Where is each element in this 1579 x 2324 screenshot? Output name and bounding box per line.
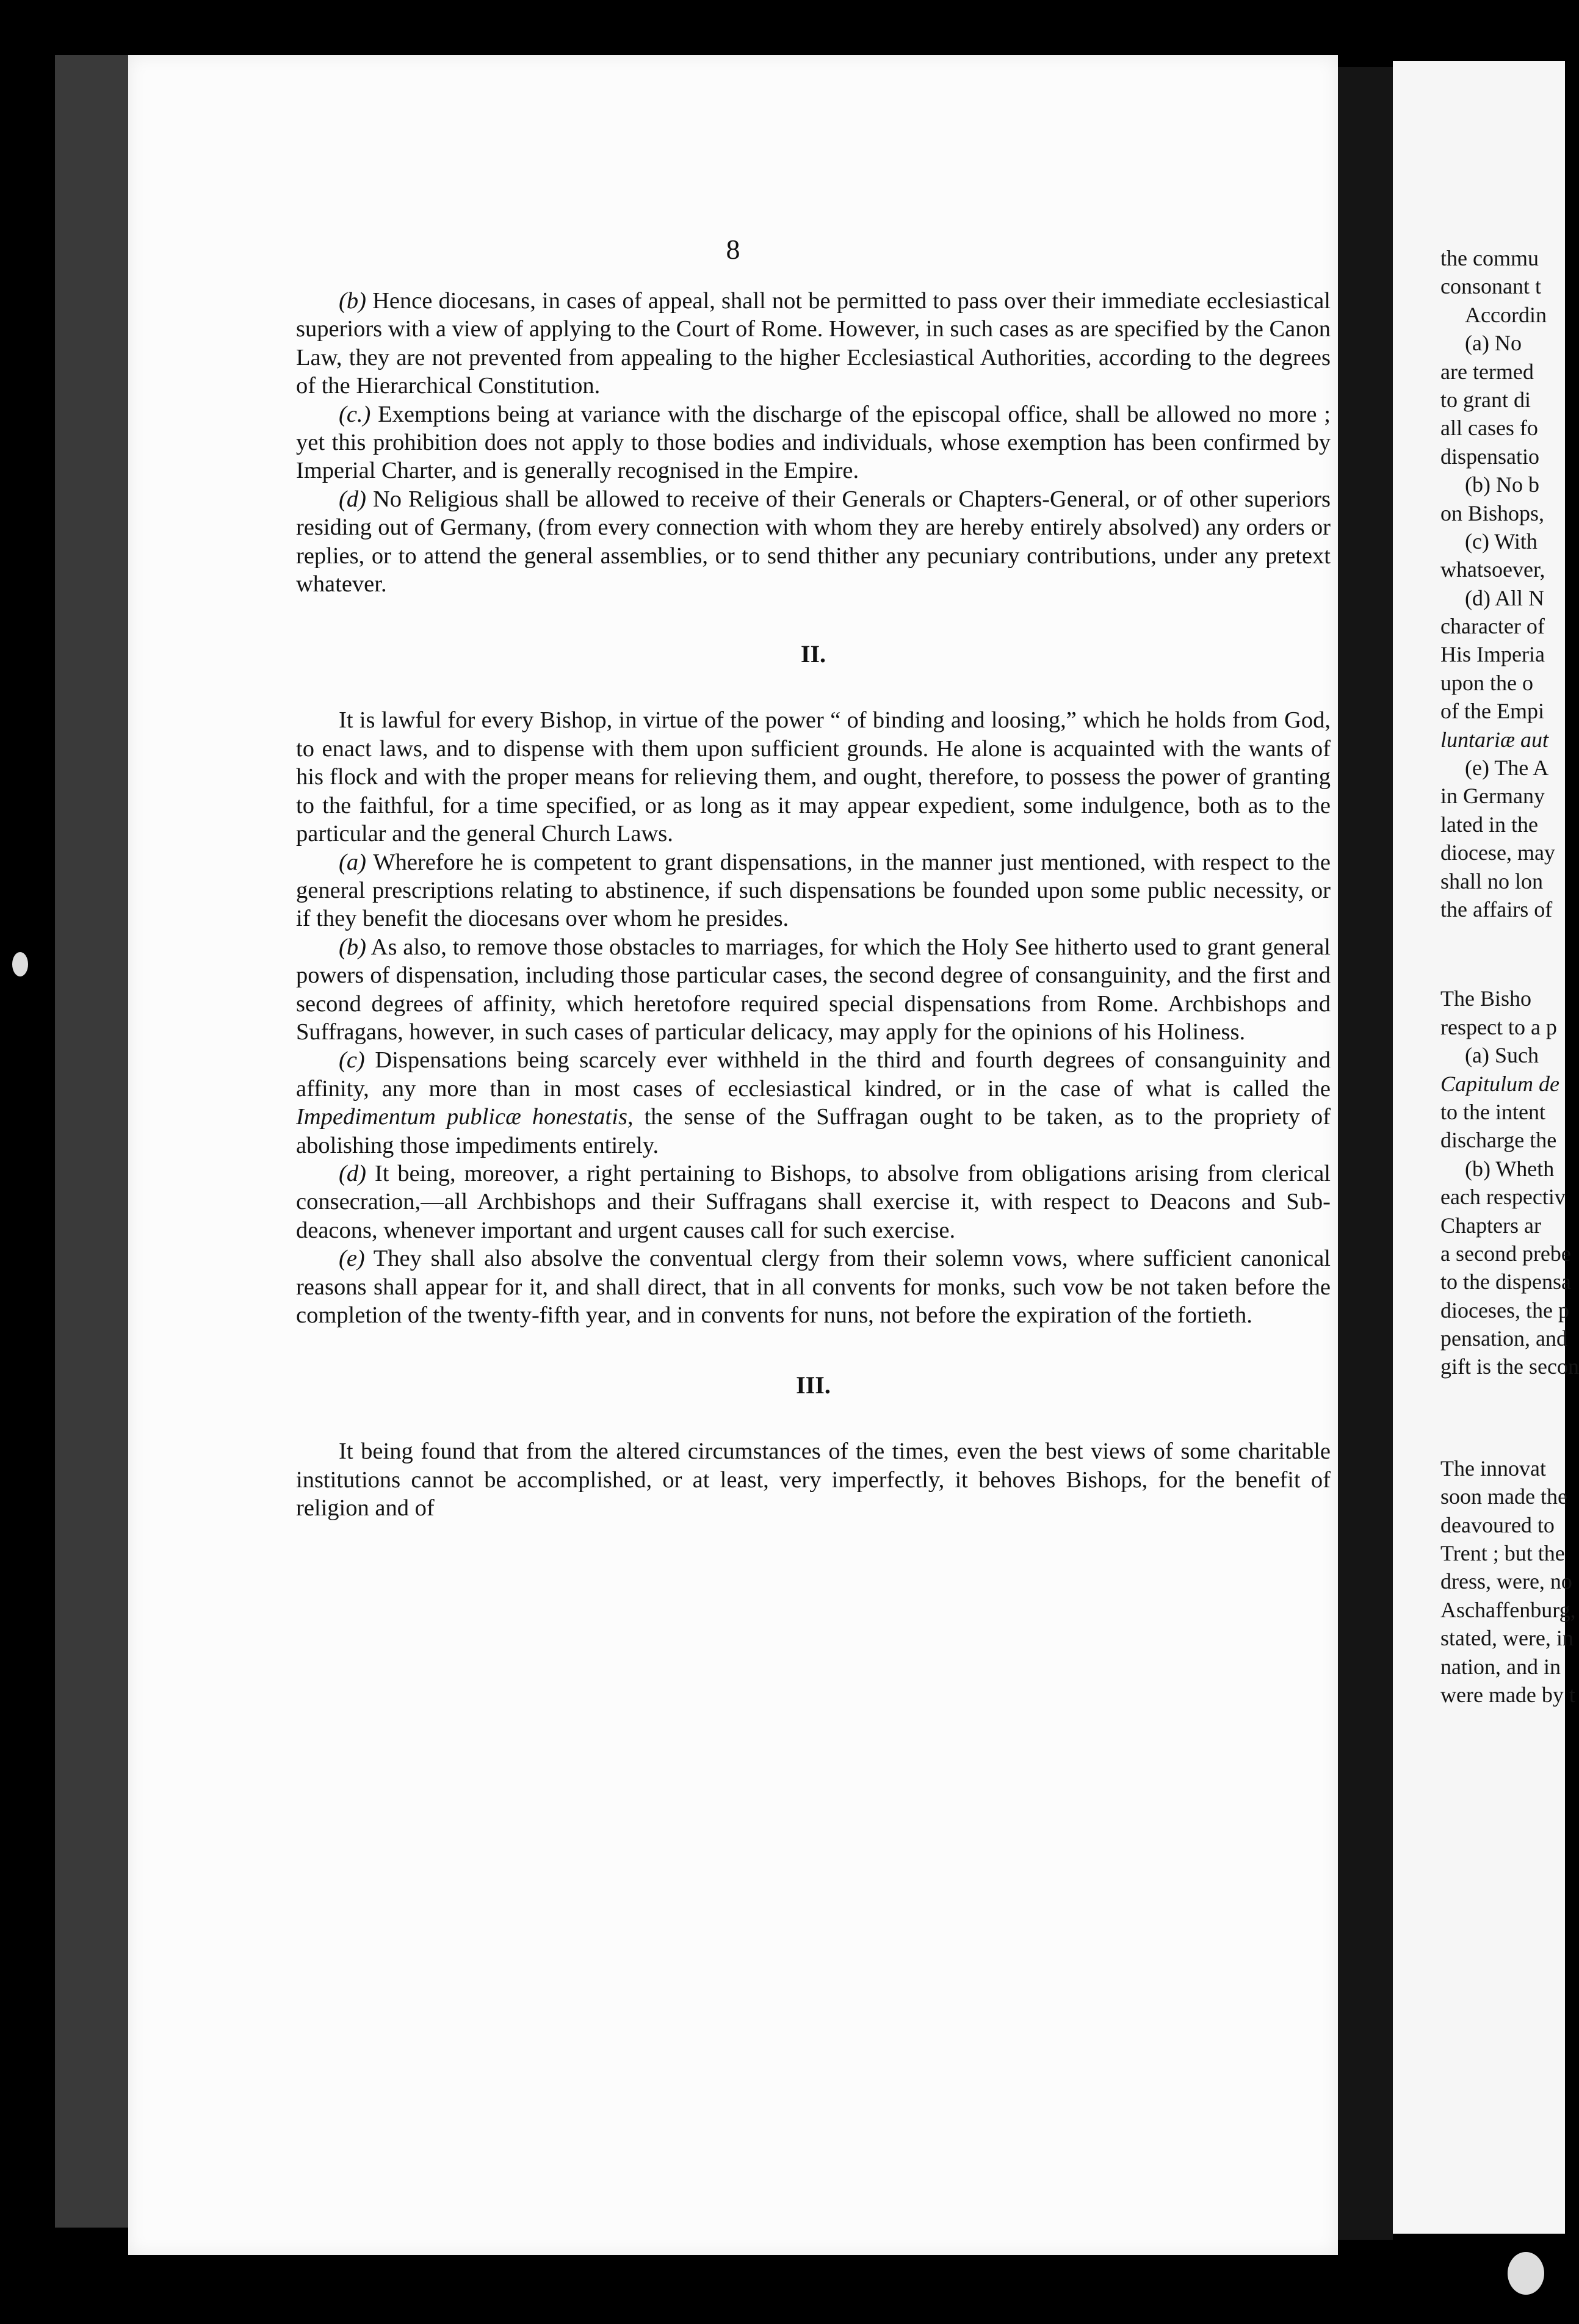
facing-line: lated in the	[1440, 812, 1538, 837]
section-ii-heading: II.	[800, 640, 826, 668]
facing-line: Capitulum de	[1440, 1071, 1559, 1096]
paragraph-text: Hence diocesans, in cases of appeal, shall not be permitted to pass over their immediate ecclesiastical superiors with a view of applying to the Court of Rome. However, in such cases as are specified by the Canon Law, they are not prevented from appealing to the higher Ecclesiastical Authorities, according to the degrees of the Hierarchical Constitution.	[296, 288, 1331, 399]
section-iii-heading: III.	[796, 1371, 831, 1399]
paragraph-d	[296, 485, 1331, 599]
facing-line: a second prebe	[1440, 1241, 1571, 1266]
page-body	[296, 287, 1331, 1523]
item-label: (b)	[339, 934, 366, 960]
item-text: It being, moreover, a right pertaining to Bishops, to absolve from obligations arising from clerical consecration,—all Archbishops and their Suffragans shall exercise it, with respect to Deacons and Sub-deacons, whenever important and urgent causes call for such exercise.	[296, 1160, 1331, 1243]
facing-line: soon made the	[1440, 1484, 1567, 1509]
facing-line: (e) The A	[1465, 756, 1549, 781]
scan-speck	[12, 952, 28, 976]
facing-gap	[1440, 1381, 1565, 1454]
facing-gap	[1440, 923, 1565, 984]
section-ii-item-c	[296, 1046, 1331, 1160]
facing-line: dioceses, the p	[1440, 1297, 1569, 1323]
section-ii-item-e	[296, 1244, 1331, 1329]
facing-line: consonant t	[1440, 274, 1541, 299]
item-label: (d)	[339, 1160, 366, 1186]
facing-line: discharge the	[1440, 1128, 1557, 1153]
item-label: (c)	[339, 1047, 365, 1074]
facing-line: The Bisho	[1440, 986, 1531, 1011]
section-ii-item-a	[296, 848, 1331, 933]
section-ii-lead: It is lawful for every Bishop, in virtue of the power “ of binding and loosing,” which he holds from God, to enact laws, and to dispense with them upon sufficient grounds. He alone is acquainted with the wants of his flock and with the proper means for relieving them, and ought, therefore, to possess the power of granting to the faithful, for a time specified, or as long as it may appear expedient, some indulgence, both as to the particular and the general Church Laws.	[296, 707, 1331, 847]
facing-line: gift is the secon	[1440, 1354, 1579, 1379]
facing-line: dispensatio	[1440, 444, 1539, 469]
facing-line: (b) Wheth	[1465, 1156, 1555, 1181]
facing-line: are termed	[1440, 359, 1534, 384]
facing-line: whatsoever,	[1440, 557, 1545, 582]
page-number: 8	[726, 234, 740, 265]
facing-text-group-1	[1440, 244, 1565, 923]
section-iii-lead: It being found that from the altered circumstances of the times, even the best views of some charitable institutions cannot be accomplished, or at least, very imperfectly, it behoves Bishops, for the benefit of religion and of	[296, 1438, 1331, 1521]
facing-line: diocese, may	[1440, 840, 1555, 865]
facing-line: Trent ; but the	[1440, 1541, 1565, 1566]
item-text-cont: the sense of the Suffragan ought to be taken, as to the propriety of abolishing those impediments entirely.	[296, 1104, 1331, 1158]
facing-line: Accordin	[1465, 302, 1547, 327]
paragraph-text: No Religious shall be allowed to receive of their Generals or Chapters-General, or of other superiors residing out of Germany, (from every connection with whom they are hereby entirely absolved) any orders or replies, or to attend the general assemblies, or to send thither any pecuniary contributions, under any pretext whatever.	[296, 486, 1331, 597]
paragraph-label: (b)	[339, 288, 366, 314]
paragraph-label: (d)	[339, 486, 366, 512]
facing-line: to the intent	[1440, 1099, 1545, 1124]
facing-line: in Germany	[1440, 784, 1545, 809]
item-text: Dispensations being scarcely ever withheld in the third and fourth degrees of consanguinity and affinity, any more than in most cases of ecclesiastical kindred, or in the case of what is called the	[296, 1047, 1331, 1102]
facing-line: upon the o	[1440, 670, 1533, 695]
facing-line: all cases fo	[1440, 416, 1538, 441]
facing-line: (b) No b	[1465, 472, 1539, 497]
facing-line: pensation, and	[1440, 1326, 1567, 1351]
item-label: (a)	[339, 849, 366, 875]
book-gutter	[1338, 67, 1393, 2240]
facing-line: stated, were, in	[1440, 1626, 1574, 1651]
paragraph-label: (c.)	[339, 401, 371, 427]
facing-text-group-3	[1440, 1454, 1576, 1709]
facing-line: to the dispensa	[1440, 1269, 1571, 1294]
facing-line: (a) Such	[1465, 1043, 1539, 1068]
facing-page-text	[1440, 244, 1579, 1709]
paragraph-b	[296, 287, 1331, 400]
facing-line: (d) All N	[1465, 585, 1544, 610]
facing-line: Chapters ar	[1440, 1213, 1541, 1238]
facing-line: each respectiv	[1440, 1185, 1566, 1210]
facing-line: dress, were, no	[1440, 1569, 1572, 1594]
item-label: (e)	[339, 1246, 365, 1272]
facing-line: Aschaffenburg,	[1440, 1597, 1576, 1622]
facing-line: shall no lon	[1440, 868, 1543, 893]
left-page-edge	[55, 55, 128, 2228]
section-ii-item-b	[296, 933, 1331, 1047]
facing-line: deavoured to	[1440, 1512, 1555, 1537]
paragraph-c	[296, 400, 1331, 485]
facing-line: were made by t	[1440, 1682, 1575, 1707]
facing-line: (a) No	[1465, 331, 1522, 356]
section-iii	[296, 1437, 1331, 1522]
facing-line: the affairs of	[1440, 897, 1553, 922]
paragraph-text: Exemptions being at variance with the discharge of the episcopal office, shall be allowed no more ; yet this prohibition does not apply to those bodies and individuals, whose exemption has been confirmed by Imperial Charter, and is generally recognised in the Empire.	[296, 401, 1331, 484]
facing-line: respect to a p	[1440, 1014, 1557, 1039]
facing-text-group-2	[1440, 984, 1579, 1380]
section-ii	[296, 706, 1331, 1329]
scan-speck	[1508, 2252, 1544, 2295]
facing-line: nation, and in	[1440, 1654, 1561, 1679]
facing-line: on Bishops,	[1440, 500, 1545, 525]
facing-line: (c) With	[1465, 529, 1537, 554]
facing-line: character of	[1440, 614, 1545, 639]
intro-section	[296, 287, 1331, 598]
facing-line: of the Empi	[1440, 699, 1544, 724]
facing-line: the commu	[1440, 246, 1539, 270]
facing-line: The innovat	[1440, 1456, 1546, 1481]
section-ii-item-d	[296, 1160, 1331, 1244]
facing-line: to grant di	[1440, 387, 1531, 412]
facing-line: His Imperia	[1440, 642, 1545, 667]
latin-term: Impedimentum publicæ honestatis,	[296, 1104, 634, 1130]
item-text: They shall also absolve the conventual clergy from their solemn vows, where sufficient canonical reasons shall appear for it, and shall direct, that in all convents for monks, such vow be not taken before the completion of the twenty-fifth year, and in convents for nuns, not before the expiration of the fortieth.	[296, 1246, 1331, 1328]
facing-line: luntariæ aut	[1440, 727, 1549, 752]
item-text: As also, to remove those obstacles to marriages, for which the Holy See hitherto used to grant general powers of dispensation, including those particular cases, the second degree of consanguinity, and the first and second degrees of affinity, which heretofore required special dispensations from Rome. Archbishops and Suffragans, however, in such cases of particular delicacy, may apply for the opinions of his Holiness.	[296, 934, 1331, 1045]
item-text: Wherefore he is competent to grant dispensations, in the manner just mentioned, with respect to the general prescriptions relating to abstinence, if such dispensations be founded upon some public necessity, or if they benefit the diocesans over whom he presides.	[296, 849, 1331, 932]
